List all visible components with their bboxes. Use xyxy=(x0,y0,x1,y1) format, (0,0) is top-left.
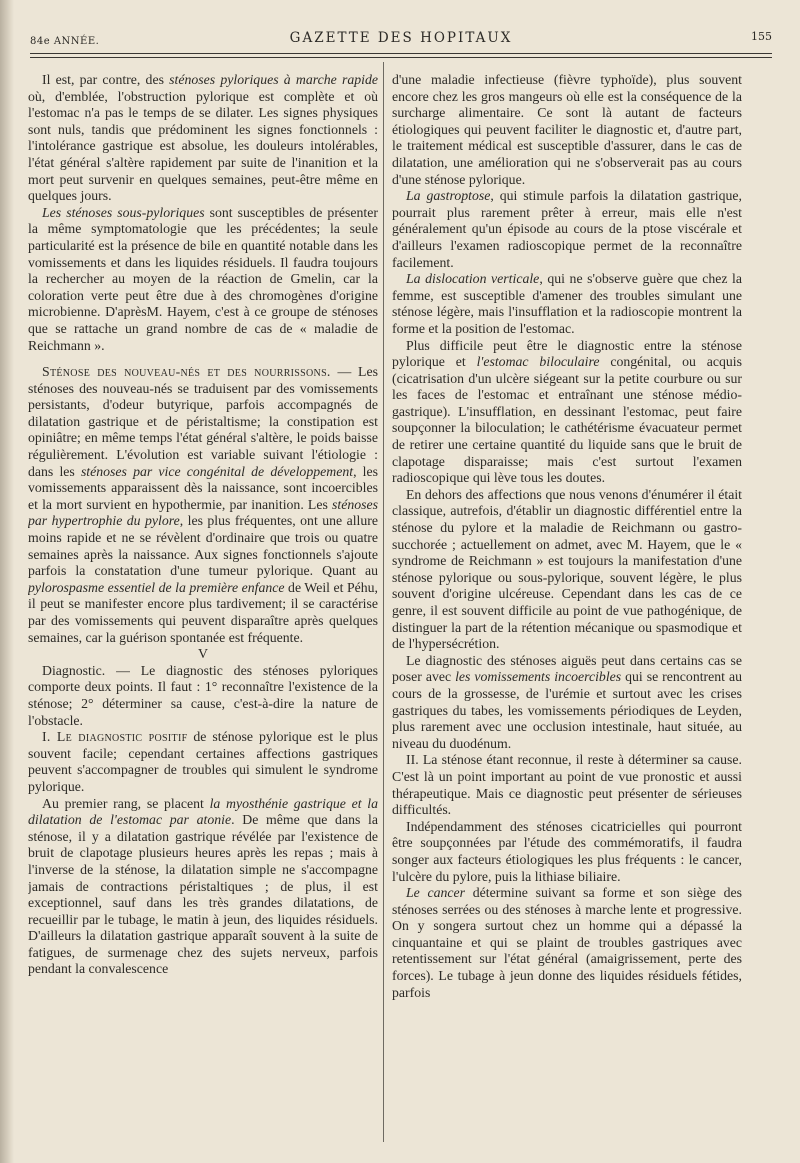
text-run: En dehors des affections que nous venons d'énumérer il était classique, autrefois, d'établir un diagnostic différentiel entre la sténose du pylore et la maladie de Reichmann ou gastro-succhorée ; actuellement on admet, avec M. Hayem, que le « syndrome de Reichmann » est toujours la manifestation d'une sténose pylorique ou sous-pylorique, souvent légère, le plus souvent d'origine ulcéreuse. Cependant dans les cas de ce genre, il est souvent difficile au point de vue pathogénique, de distinguer la part de la rétention mécanique ou spasmodique et de l'hypersécrétion. xyxy=(392,486,742,652)
right-column xyxy=(392,72,742,1147)
text-run: , les plus fréquentes, ont une allure moins rapide et ne se révèlent d'ordinaire que trois ou quatre semaines après la naissance. Aux signes fonctionnels s'ajoute parfois la constatation d'une tumeur pylorique. Quant au xyxy=(28,513,378,579)
italic-run: sténoses par vice congénital de développement xyxy=(80,463,354,479)
left-column xyxy=(28,72,378,1147)
column-divider xyxy=(383,62,384,1142)
italic-run: pylorospasme essentiel de la première enfance xyxy=(28,579,285,595)
italic-run: l'estomac biloculaire xyxy=(476,354,600,370)
paragraph-etiological-factors xyxy=(392,819,742,885)
paragraph-gastroptosis xyxy=(392,188,742,271)
header-journal-title: GAZETTE DES HOPITAUX xyxy=(289,30,513,46)
text-run: Plus difficile peut être le diagnostic entre la sténose pylorique et xyxy=(392,337,742,370)
header-year: 84e ANNÉE. xyxy=(30,36,100,47)
text-run: , qui ne s'observe guère que chez la femme, est susceptible d'amener des troubles simulant une sténose légère, mais l'insufflation et la radioscopie montrent la forme et la position de l'estomac. xyxy=(392,271,742,336)
paragraph-vertical-dislocation xyxy=(392,271,742,337)
text-run: de sténose pylorique est le plus souvent facile; cependant certaines affections gastriques peuvent s'accompagner de troubles qui simulent le syndrome pylorique. xyxy=(28,729,378,794)
text-run: où, d'emblée, l'obstruction pylorique est complète et où l'estomac n'a pas le temps de se dilater. Les signes physiques sont nuls, tandis que prédominent les signes fonctionnels : l'intolérance gastrique est absolue, les douleurs intolérables, l'état général s'altère rapidement par suite de l'inanition et la mort peut survenir en quelques semaines, peut-être même en quelques jours. xyxy=(28,88,378,204)
text-run: Au premier rang, se placent xyxy=(42,795,210,811)
text-run: , les vomissements apparaissent dès la naissance, sont incoercibles et la mort survient en hypothermie, par inanition. Les xyxy=(28,463,378,512)
paragraph-myosthenia xyxy=(28,796,378,979)
paragraph-newborn-stenoses xyxy=(28,364,378,646)
italic-run: Les sténoses sous-pyloriques xyxy=(42,204,205,220)
small-caps-run: I. Le diagnostic positif xyxy=(42,729,188,745)
paragraph-diagnostic xyxy=(28,663,378,729)
paragraph-cause xyxy=(392,752,742,818)
paragraph-cancer xyxy=(392,885,742,1001)
text-run: de Weil et Péhu, il peut se manifester encore plus tardivement; il se caractérise par des vomissements qui peuvent disparaître après quelques semaines, car la guérison spontanée est fréquente. xyxy=(28,579,378,645)
text-run: Le diagnostic des sténoses aiguës peut dans certains cas se poser avec xyxy=(392,652,742,685)
paragraph-subpyloric-stenoses xyxy=(28,205,378,354)
text-run: d'une maladie infectieuse (fièvre typhoïde), plus souvent encore chez les gros mangeurs où elle est la conséquence de la surcharge alimentaire. Ce sont là autant de facteurs étiologiques qui peuvent faciliter le diagnostic et, d'autre part, le traitement médical est susceptible d'assurer, dans le cas de dilatation, une amélioration qui ne s'observerait pas au cours d'une sténose pylorique. xyxy=(392,72,742,187)
italic-run: sténoses par hypertrophie du pylore xyxy=(28,496,378,529)
italic-run: la myosthénie gastrique et la dilatation de l'estomac par atonie xyxy=(28,795,378,828)
section-number: V xyxy=(198,646,208,662)
paragraph-reichmann xyxy=(392,487,742,653)
italic-run: La gastroptose xyxy=(406,188,491,204)
text-run: Diagnostic. — Le diagnostic des sténoses pyloriques comporte deux points. Il faut : 1° reconnaître l'existence de la sténose; 2° déterminer sa cause, c'est-à-dire la nature de l'obstacle. xyxy=(28,662,378,728)
italic-run: La dislocation verticale xyxy=(406,271,540,287)
paragraph-positive-diagnosis xyxy=(28,729,378,795)
text-run: , qui stimule parfois la dilatation gastrique, pourrait plus rarement prêter à erreur, mais elle n'est généralement qu'un épisode au cours de la ptose viscérale et d'ailleurs l'examen radioscopique permet de la reconnaître facilement. xyxy=(392,188,742,270)
text-run: détermine suivant sa forme et son siège des sténoses serrées ou des sténoses à marche lente et progressive. On y songera surtout chez un homme qui a dépassé la cinquantaine et qui se plaint de troubles gastriques avec retentissement sur l'état général (amaigrissement, perte des forces). Le tubage à jeun donne des liquides résiduels fétides, parfois xyxy=(392,885,742,1000)
text-run: Il est, par contre, des xyxy=(42,72,170,87)
text-run: qui se rencontrent au cours de la grossesse, de l'urémie et surtout avec les crises gastriques du tabes, les vomissements périodiques de Leyden, plus rarement avec une occlusion intestinale, haut située, au niveau du duodénum. xyxy=(392,669,742,751)
italic-run: sténoses pyloriques à marche rapide xyxy=(169,72,378,87)
text-run: sont susceptibles de présenter la même symptomatologie que les précédentes; la seule particularité est la présence de bile en quantité notable dans les vomissements et dans les liquides résiduels. Il faudra toujours la rechercher au moyen de la réaction de Gmelin, car la coloration verte peut être due à des chromogènes d'origine microbienne. D'aprèsM. Hayem, c'est à ce groupe de sténoses que se rattache un grand nombre de cas de « maladie de Reichmann ». xyxy=(28,204,378,353)
text-run: — Les sténoses des nouveau-nés se traduisent par des vomissements persistants, d'odeur butyrique, parfois accompagnés de dilatation gastrique et de péristaltisme; la constipation est opiniâtre; en même temps l'état général s'altère, le poids baisse régulièrement. L'évolution est variable suivant l'étiologie : dans les xyxy=(28,364,378,479)
header-rule-top xyxy=(30,53,772,54)
header-rule-bottom xyxy=(30,57,772,58)
page-binding-shadow xyxy=(0,0,14,1163)
text-run: II. La sténose étant reconnue, il reste à déterminer sa cause. C'est là un point important au point de vue pronostic et aussi thérapeutique. Mais ce diagnostic peut présenter de sérieuses difficultés. xyxy=(392,752,742,818)
text-run: . De même que dans la sténose, il y a dilatation gastrique révélée par l'existence de bruit de clapotage plusieurs heures après les repas ; mais à l'inverse de la sténose, la dilatation simple ne s'accompagne jamais de contractions péristaltiques ; de plus, il est exceptionnel, sauf dans les très grandes dilatations, de recueillir par le tubage, le matin à jeun, des liquides résiduels. D'ailleurs la dilatation gastrique apparaît souvent à la suite de fatigues, de surmenage chez des sujets nerveux, parfois pendant la convalescence xyxy=(28,812,378,977)
paragraph-bilocular-stomach xyxy=(392,338,742,487)
paragraph-rapid-stenoses xyxy=(28,72,378,205)
text-run: congénital, ou acquis (cicatrisation d'un ulcère siégeant sur la petite courbure ou sur les faces de l'estomac et entraînant une sténose médio-gastrique). L'insufflation, en dessinant l'estomac, peut faire soupçonner la biloculation; le cathétérisme évacuateur permet de retirer une certaine quantité du liquide sans que le bruit de clapotage disparaisse; mais c'est surtout l'examen radioscopique qui lève tous les doutes. xyxy=(392,354,742,486)
text-run: Indépendamment des sténoses cicatricielles qui pourront être soupçonnées par l'étude des commémoratifs, il faudra songer aux facteurs étiologiques les plus fréquents : le cancer, l'ulcère du pylore, puis la lithiase biliaire. xyxy=(392,818,742,884)
italic-run: les vomissements incoercibles xyxy=(455,669,622,685)
header-page-number: 155 xyxy=(751,30,772,43)
italic-run: Le cancer xyxy=(406,885,466,901)
paragraph-acute-stenoses xyxy=(392,653,742,753)
page-header xyxy=(30,28,772,50)
small-caps-run: Sténose des nouveau-nés et des nourrissons. xyxy=(42,364,331,380)
paragraph-infectious-disease xyxy=(392,72,742,188)
